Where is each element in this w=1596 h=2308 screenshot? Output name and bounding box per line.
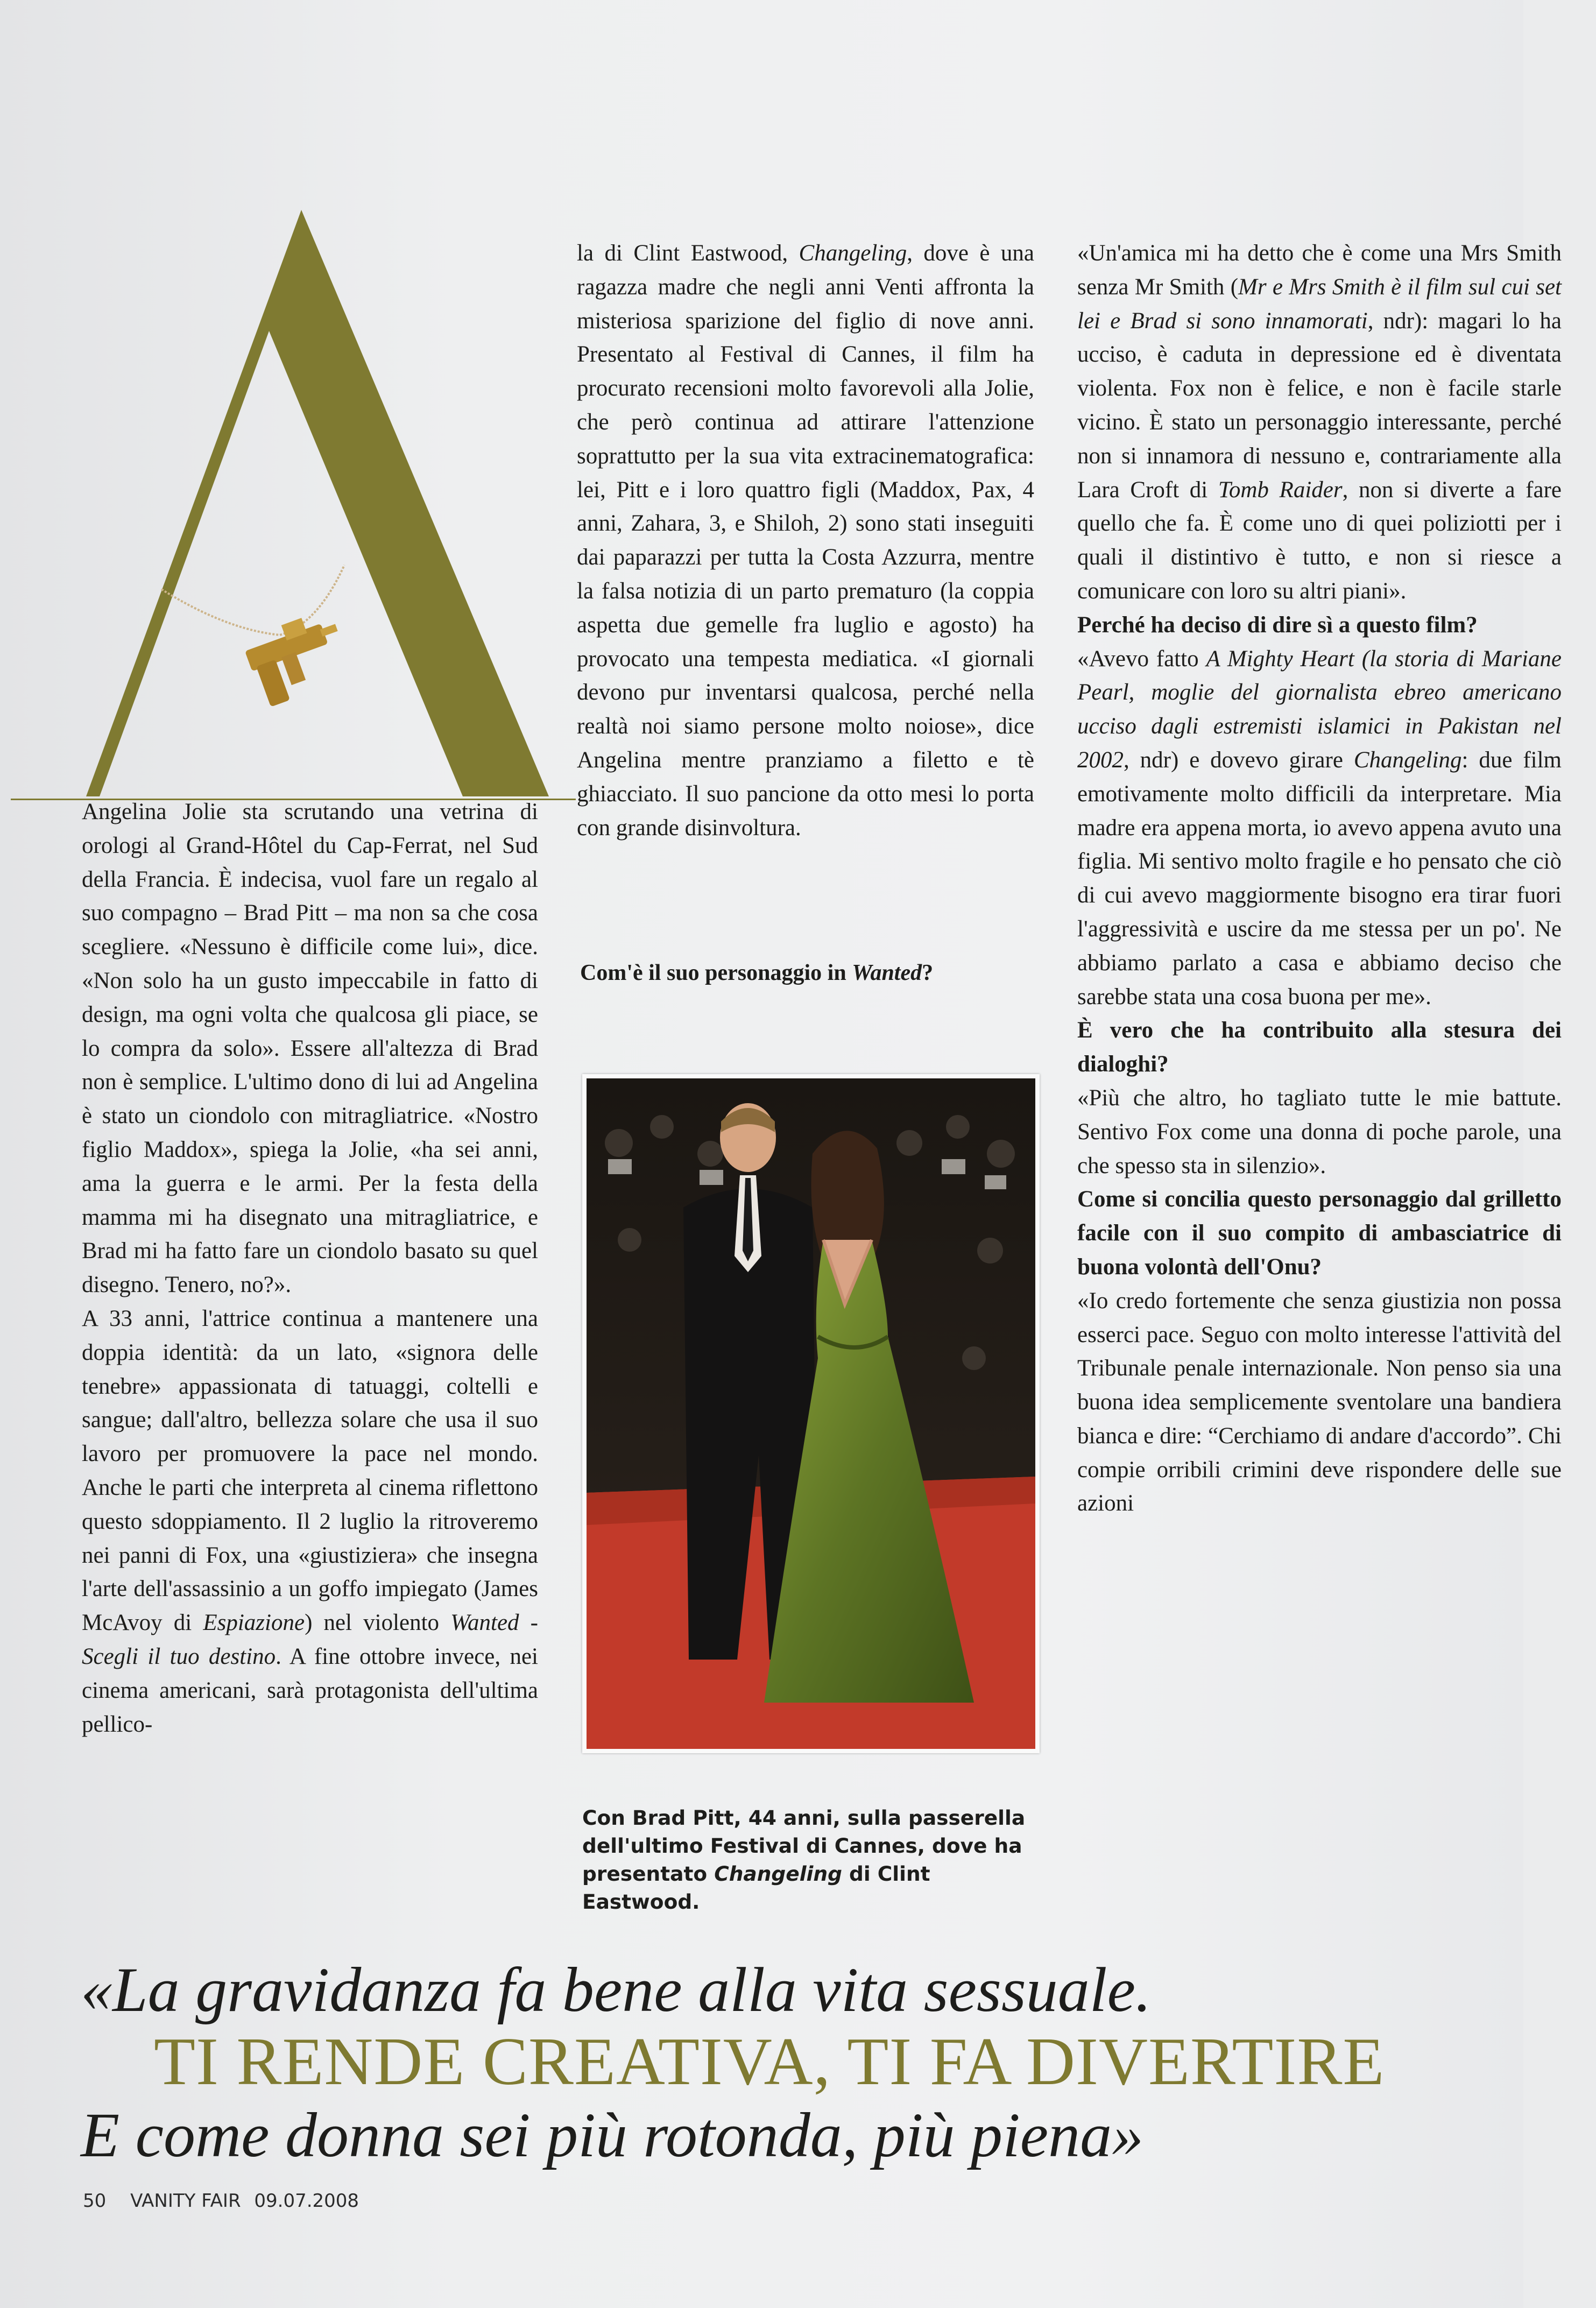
interview-question: È vero che ha contribuito alla stesura dei dialoghi? [1077, 1018, 1562, 1077]
pull-quote-line-1: «La gravidanza fa bene alla vita sessuale. [81, 1954, 1152, 2025]
film-title: Wanted [852, 961, 922, 985]
issue-date: 09.07.2008 [254, 2190, 359, 2212]
article-column-2 [577, 237, 1034, 845]
film-title: Tomb Raider [1218, 477, 1343, 503]
article-paragraph [82, 1302, 538, 1741]
paragraph-text: ) nel violento [305, 1610, 451, 1636]
interview-question: Perché ha deciso di dire sì a questo film? [1077, 612, 1478, 638]
paragraph-text: , dove è una ragazza madre che negli anni Venti affronta la misteriosa sparizione del figlio di nove anni. Presentato al Festival di Cannes, il film ha procurato recensioni molto favorevoli alla Jolie, che però continua ad attirare l'attenzione soprattutto per la sua vita extracinematografica: lei, Pitt e i loro quattro figli (Maddox, Pax, 4 anni, Zahara, 3, e Shiloh, 2) sono stati inseguiti dai paparazzi per tutta la Costa Azzurra, mentre la falsa notizia di un parto prematuro (la coppia aspetta due gemelle fra luglio e agosto) ha provocato una tempesta mediatica. «I giornali devono pur inventarsi qualcosa, perché nella realtà noi siamo persone molto noiose», dice Angelina mentre pranziamo a filetto e tè ghiacciato. Il suo pancione da otto mesi lo porta con grande disinvoltura. [577, 241, 1034, 841]
photo-image [587, 1078, 1035, 1749]
dropcap-letter-a [0, 204, 581, 807]
magazine-name: VANITY FAIR [130, 2190, 241, 2212]
article-column-3 [1077, 237, 1562, 1894]
page-footer [83, 2190, 377, 2212]
paragraph-text: la di Clint Eastwood, [577, 241, 799, 266]
interview-answer [1077, 643, 1562, 1014]
answer-text: , non si diverte a fare quello che fa. È come uno di quei poliziotti per i quali il distintivo è tutto, e non si riesce a comunicare con loro su altri piani». [1077, 477, 1562, 604]
caption-text: Con Brad Pitt, 44 anni, sulla passerella dell'ultimo Festival di Cannes, dove ha presentato [582, 1806, 1026, 1886]
interview-answer [1077, 237, 1562, 609]
editor-note: Mr e Mrs Smith è il film sul cui set lei e Brad si sono innamorati [1077, 274, 1562, 334]
film-title: Changeling [799, 241, 907, 266]
paragraph-text: A 33 anni, l'attrice continua a mantenere una doppia identità: da un lato, «signora delle tenebre» appassionata di tatuaggi, coltelli e sangue; dall'altro, bellezza solare che usa il suo lavoro per promuovere la pace nel mondo. Anche le parti che interpreta al cinema riflettono questo sdoppiamento. Il 2 luglio la ritroveremo nei panni di Fox, una «giustiziera» che insegna l'arte dell'assassinio a un goffo impiegato (James McAvoy di [82, 1305, 538, 1636]
interview-question [580, 960, 1043, 986]
caption-text: di Clint Eastwood. [582, 1862, 930, 1914]
page-number: 50 [83, 2190, 107, 2212]
article-column-1 [82, 795, 538, 1741]
answer-text: , ndr): magari lo ha ucciso, è caduta in depressione ed è diventata violenta. Fox non è felice, e non è facile starle vicino. È stato un personaggio interessante, perché non si innamora di nessuno e, contrariamente alla Lara Croft di [1077, 308, 1562, 503]
film-title: Changeling [714, 1862, 842, 1886]
pull-quote-line-3: E come donna sei più rotonda, più piena» [81, 2100, 1144, 2170]
paragraph-text: . A fine ottobre invece, nei cinema americani, sarà protagonista dell'ultima pellico- [82, 1643, 538, 1737]
editor-note: A Mighty Heart (la storia di Mariane Pearl, moglie del giornalista ebreo americano ucciso dagli estremisti islamici in Pakistan nel 2002 [1077, 646, 1562, 773]
pull-quote-line-2: TI RENDE CREATIVA, TI FA DIVERTIRE [154, 2024, 1385, 2099]
answer-text: , ndr) e dovevo girare [1124, 747, 1354, 773]
film-title: Espiazione [203, 1610, 305, 1636]
film-title: Wanted - Scegli il tuo destino [82, 1610, 538, 1669]
red-carpet-photo [582, 1074, 1040, 1753]
answer-text: «Avevo fatto [1077, 646, 1206, 672]
interview-question: Come si concilia questo personaggio dal grilletto facile con il suo compito di ambasciatrice di buona volontà dell'Onu? [1077, 1187, 1562, 1280]
interview-answer: «Io credo fortemente che senza giustizia non possa esserci pace. Seguo con molto interesse l'attività del Tribunale penale internazionale. Non penso sia una buona idea semplicemente sventolare una bandiera bianca e dire: “Cerchiamo di andare d'accordo”. Chi compie orribili crimini deve rispondere delle sue azioni [1077, 1288, 1562, 1516]
article-paragraph: Angelina Jolie sta scrutando una vetrina di orologi al Grand-Hôtel du Cap-Ferrat, nel Sud della Francia. È indecisa, vuol fare un regalo al suo compagno – Brad Pitt – ma non sa che cosa scegliere. «Nessuno è difficile come lui», dice. «Non solo ha un gusto impeccabile in fatto di design, ma ogni volta che qualcosa gli piace, se lo compra da solo». Essere all'altezza di Brad non è semplice. L'ultimo dono di lui ad Angelina è stato un ciondolo con mitragliatrice. «Nostro figlio Maddox», spiega la Jolie, «ha sei anni, ama la guerra e le armi. Per la festa della mamma mi ha disegnato una mitragliatrice, e Brad mi ha fatto fare un ciondolo basato su quel disegno. Tenero, no?». [82, 799, 538, 1298]
answer-text: «Un'amica mi ha detto che è come una Mrs Smith senza Mr Smith ( [1077, 241, 1562, 300]
interview-answer: «Più che altro, ho tagliato tutte le mie battute. Sentivo Fox come una donna di poche parole, una che spesso sta in silenzio». [1077, 1085, 1562, 1178]
answer-text: : due film emotivamente molto difficili da interpretare. Mia madre era appena morta, io avevo appena avuto una figlia. Mi sentivo molto fragile e ho pensato che ciò di cui avevo maggiormente bisogno era tirar fuori l'aggressività e uscire da me stessa per un po'. Ne abbiamo parlato a casa e abbiamo deciso che sarebbe stata una cosa buona per me». [1077, 747, 1562, 1010]
article-paragraph [577, 237, 1034, 845]
film-title: Changeling [1353, 747, 1462, 773]
photo-caption [582, 1804, 1050, 1916]
question-text: Com'è il suo personaggio in [580, 961, 852, 985]
question-text: ? [922, 961, 934, 985]
